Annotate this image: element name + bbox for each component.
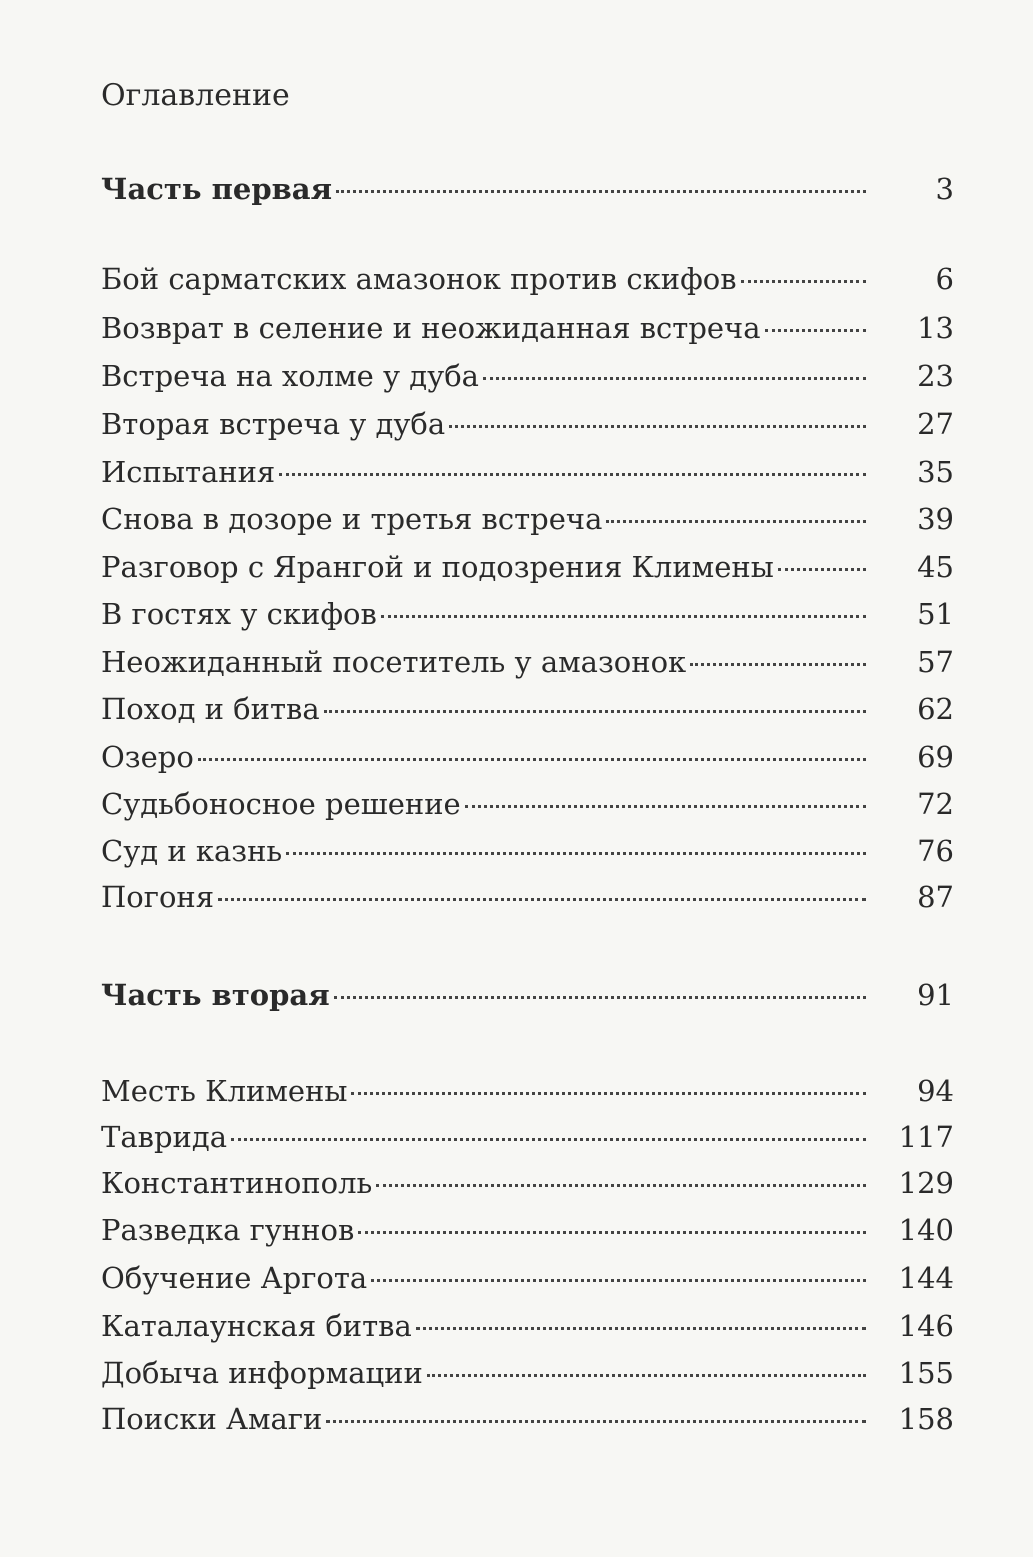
toc-page-number: 129: [898, 1166, 954, 1200]
toc-leader-dots: [231, 1138, 866, 1141]
toc-entry-label: Озеро: [101, 740, 194, 774]
toc-page-number: 94: [917, 1074, 954, 1108]
toc-entry-label: Встреча на холме у дуба: [101, 359, 479, 393]
toc-page-number: 13: [917, 311, 954, 345]
toc-page-number: 39: [917, 502, 954, 536]
toc-leader-dots: [416, 1327, 866, 1330]
toc-part-label: Часть первая: [101, 172, 332, 206]
toc-leader-dots: [690, 663, 866, 666]
toc-page-number: 91: [917, 978, 954, 1012]
toc-leader-dots: [358, 1231, 866, 1234]
toc-entry: [101, 1071, 954, 1111]
toc-page-number: 146: [898, 1309, 954, 1343]
toc-entry: [101, 737, 954, 777]
toc-leader-dots: [286, 852, 866, 855]
toc-part-1: [101, 169, 954, 209]
toc-entry-label: Обучение Аргота: [101, 1261, 368, 1295]
toc-page-number: 69: [917, 740, 954, 774]
toc-entry: [101, 1117, 954, 1157]
toc-entry-label: Возврат в селение и неожиданная встреча: [101, 311, 761, 345]
toc-page-number: 23: [917, 359, 954, 393]
toc-entry-label: Разведка гуннов: [101, 1213, 355, 1247]
toc-entry: [101, 452, 954, 492]
toc-entry: [101, 499, 954, 539]
toc-entry: [101, 308, 954, 348]
toc-page-number: 158: [898, 1402, 954, 1436]
toc-entry-label: Вторая встреча у дуба: [101, 407, 446, 441]
toc-entry-label: Погоня: [101, 880, 215, 914]
toc-entry-label: Снова в дозоре и третья встреча: [101, 502, 603, 536]
toc-page-number: 155: [898, 1356, 954, 1390]
toc-entry-label: Таврида: [101, 1120, 227, 1154]
toc-page-number: 87: [917, 880, 954, 914]
toc-page-number: 35: [917, 455, 954, 489]
toc-page-number: 45: [917, 550, 954, 584]
toc-entry: [101, 1163, 954, 1203]
toc-entry-label: Каталаунская битва: [101, 1309, 412, 1343]
toc-leader-dots: [326, 1420, 866, 1423]
toc-entry: [101, 356, 954, 396]
toc-leader-dots: [351, 1092, 866, 1095]
toc-leader-dots: [336, 190, 866, 193]
toc-entry: [101, 1258, 954, 1298]
toc-leader-dots: [778, 568, 866, 571]
toc-entry-label: Суд и казнь: [101, 834, 283, 868]
toc-entry-label: Поиски Амаги: [101, 1402, 323, 1436]
toc-leader-dots: [427, 1374, 866, 1377]
toc-leader-dots: [381, 615, 866, 618]
toc-entry-label: Константинополь: [101, 1166, 373, 1200]
toc-entry: [101, 594, 954, 634]
toc-leader-dots: [198, 758, 866, 761]
toc-entry: [101, 1399, 954, 1439]
toc-leader-dots: [606, 520, 866, 523]
toc-page-number: 117: [898, 1120, 954, 1154]
toc-entry: [101, 784, 954, 824]
toc-page-number: 76: [917, 834, 954, 868]
toc-entry-label: В гостях у скифов: [101, 597, 377, 631]
toc-entry: [101, 877, 954, 917]
toc-entry-label: Разговор с Ярангой и подозрения Климены: [101, 550, 774, 584]
toc-leader-dots: [765, 329, 866, 332]
toc-page-number: 72: [917, 787, 954, 821]
toc-page-number: 144: [898, 1261, 954, 1295]
toc-page-number: 57: [917, 645, 954, 679]
toc-entry-label: Добыча информации: [101, 1356, 423, 1390]
toc-page-number: 62: [917, 692, 954, 726]
toc-entry: [101, 831, 954, 871]
toc-leader-dots: [279, 473, 866, 476]
toc-entry-label: Поход и битва: [101, 692, 320, 726]
toc-title: Оглавление: [101, 78, 290, 113]
toc-leader-dots: [465, 805, 866, 808]
toc-entry: [101, 689, 954, 729]
toc-entry: [101, 1306, 954, 1346]
toc-leader-dots: [324, 710, 866, 713]
toc-leader-dots: [371, 1279, 866, 1282]
toc-entry-label: Судьбоносное решение: [101, 787, 461, 821]
toc-entry-label: Неожиданный посетитель у амазонок: [101, 645, 687, 679]
toc-page-number: 3: [935, 172, 954, 206]
toc-leader-dots: [334, 996, 866, 999]
toc-part-2: [101, 975, 954, 1015]
toc-entry: [101, 1353, 954, 1393]
toc-leader-dots: [741, 280, 866, 283]
toc-page-number: 140: [898, 1213, 954, 1247]
toc-entry: [101, 1210, 954, 1250]
toc-page-number: 27: [917, 407, 954, 441]
toc-entry: [101, 547, 954, 587]
toc-entry: [101, 259, 954, 299]
toc-leader-dots: [449, 425, 866, 428]
toc-entry: [101, 404, 954, 444]
toc-entry-label: Месть Климены: [101, 1074, 348, 1108]
toc-entry-label: Бой сарматских амазонок против скифов: [101, 262, 737, 296]
toc-leader-dots: [483, 377, 866, 380]
toc-entry: [101, 642, 954, 682]
toc-page-number: 6: [935, 262, 954, 296]
toc-page-number: 51: [917, 597, 954, 631]
toc-entry-label: Испытания: [101, 455, 276, 489]
toc-leader-dots: [218, 898, 866, 901]
toc-leader-dots: [376, 1184, 866, 1187]
toc-part-label: Часть вторая: [101, 978, 330, 1012]
